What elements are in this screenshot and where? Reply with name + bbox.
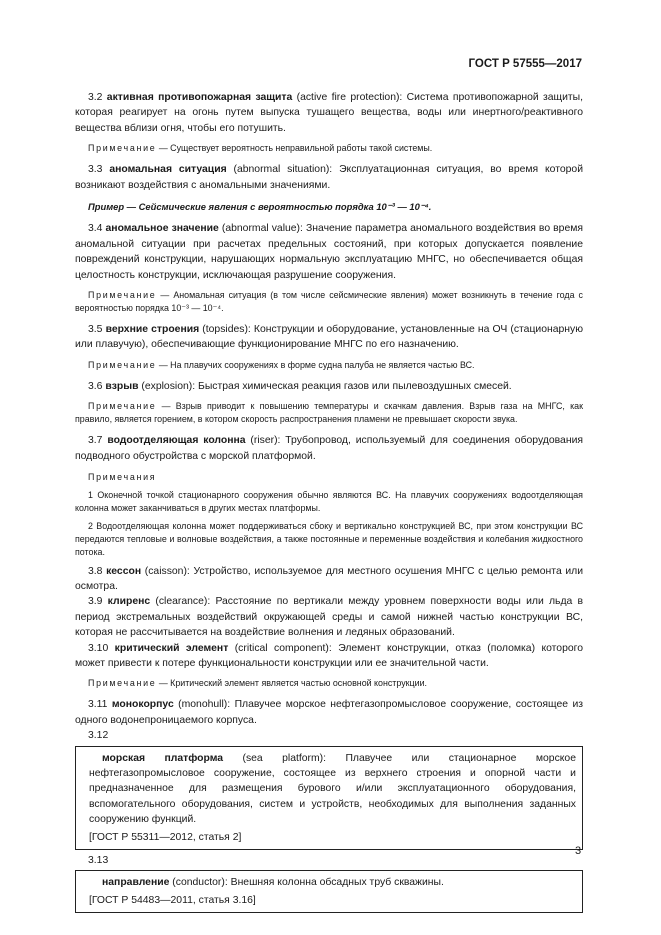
- standard-reference: [ГОСТ Р 55311—2012, статья 2]: [89, 831, 242, 843]
- definition-box-3-13: направление (conductor): Внешняя колонна обсадных труб скважины. [ГОСТ Р 54483—2011, статья 3.16]: [75, 870, 583, 913]
- note: Примечание — Аномальная ситуация (в том числе сейсмические явления) может возникнуть в течение года с вероятностью порядка 10⁻³ — 10⁻⁴.: [75, 290, 583, 314]
- definition-3-6: 3.6 взрыв (explosion): Быстрая химическая реакция газов или пылевоздушных смесей.: [88, 380, 512, 392]
- standard-reference: [ГОСТ Р 54483—2011, статья 3.16]: [89, 894, 256, 906]
- term: водоотделяющая колонна: [107, 435, 246, 447]
- term: критический элемент: [114, 642, 229, 654]
- definition-3-3: 3.3 аномальная ситуация (abnormal situation): Эксплуатационная ситуация, во время которой возникают воздействия с аномальными значениями.: [75, 164, 584, 191]
- term: верхние строения: [105, 324, 200, 336]
- definition-3-8: 3.8 кессон (caisson): Устройство, используемое для местного осушения МНГС с целью ремонта или осмотра.: [75, 565, 584, 592]
- example: Пример — Сейсмические явления с вероятностью порядка 10⁻³ — 10⁻⁴.: [88, 201, 432, 213]
- definition-3-11: 3.11 монокорпус (monohull): Плавучее морское нефтегазопромысловое сооружение, состоящее из одного водонепроницаемого корпуса.: [75, 699, 584, 726]
- term: морская платформа: [102, 752, 224, 764]
- term: клиренс: [107, 596, 151, 608]
- document-header: ГОСТ Р 57555—2017: [468, 58, 582, 70]
- term: аномальное значение: [105, 223, 219, 235]
- document-body: [75, 90, 583, 916]
- term: активная противопожарная защита: [106, 92, 293, 103]
- term: монокорпус: [111, 699, 174, 711]
- term: кессон: [106, 565, 142, 577]
- term: направление: [102, 877, 170, 889]
- definition-3-10: 3.10 критический элемент (critical component): Элемент конструкции, отказ (поломка) которого может привести к потере функциональности конструкции или ее значительной части.: [75, 642, 583, 669]
- term: взрыв: [105, 380, 139, 392]
- section-number: 3.13: [88, 855, 109, 866]
- note: Примечание — Взрыв приводит к повышению температуры и скачкам давления. Взрыв газа на МНГС, как правило, является горением, в котором скорость распространения пламени не превышает скорости звука.: [75, 401, 583, 425]
- definition-3-5: 3.5 верхние строения (topsides): Конструкции и оборудование, установленные на ОЧ (стационарную или плавучую), обеспечивающие функционирование МНГС по его назначению.: [75, 324, 584, 351]
- definition-3-7: 3.7 водоотделяющая колонна (riser): Трубопровод, используемый для соединения оборудования подводного обустройства с морской платформой.: [75, 435, 583, 462]
- note: Примечание — На плавучих сооружениях в форме судна палуба не является частью ВС.: [88, 359, 475, 370]
- notes-heading: Примечания: [88, 472, 157, 483]
- section-number: 3.12: [88, 730, 109, 742]
- note: Примечание — Критический элемент является частью основной конструкции.: [88, 678, 427, 689]
- term: аномальная ситуация: [109, 164, 227, 176]
- definition-box-3-12: морская платформа (sea platform): Плавучее или стационарное морское нефтегазопромысловое сооружение, состоящее из верхнего строения и опорной части и предназначенное для размещения бурового и/или эксплуатационного оборудования, вспомогательного оборудования, систем и устройств, необходимых для выполнения заданных сооружению функций. [ГОСТ Р 55311—2012, статья 2]: [75, 746, 583, 850]
- definition-3-4: 3.4 аномальное значение (abnormal value): Значение параметра аномального воздействия во время аномальной ситуации при расчетах предельных состояний, при которых допускается появление повреждений конструкции, нарушающих нормальную эксплуатацию МНГС, но обеспечивается общая целостность конструкции, исключающая разрушение сооружения.: [75, 223, 584, 281]
- definition-3-2: 3.2 активная противопожарная защита (active fire protection): Система противопожарной защиты, которая реагирует на огонь путем выпуска тушащего вещества, воды или инертного/реактивного вещества вблизи огня, чтобы его потушить.: [75, 92, 584, 134]
- note: Примечание — Существует вероятность неправильной работы такой системы.: [88, 143, 433, 154]
- definition-3-9: 3.9 клиренс (clearance): Расстояние по вертикали между уровнем поверхности воды или льда в период экстремальных воздействий окружающей среды и самой нижней частью конструкции ВС, которая не рассчитывается на воздействие волнения и ледяных образований.: [75, 596, 583, 639]
- page-number: 3: [575, 845, 582, 857]
- note-item-2: 2 Водоотделяющая колонна может поддерживаться сбоку и вертикально конструкцией ВС, при этом конструкции ВС передаются тепловые и волновые воздействия, а также постоянные и переменные воздействия и колебания жидкостного потока.: [75, 520, 583, 557]
- note-item-1: 1 Оконечной точкой стационарного сооружения обычно являются ВС. На плавучих сооружениях водоотделяющая колонна может заканчиваться в других местах платформы.: [75, 489, 583, 513]
